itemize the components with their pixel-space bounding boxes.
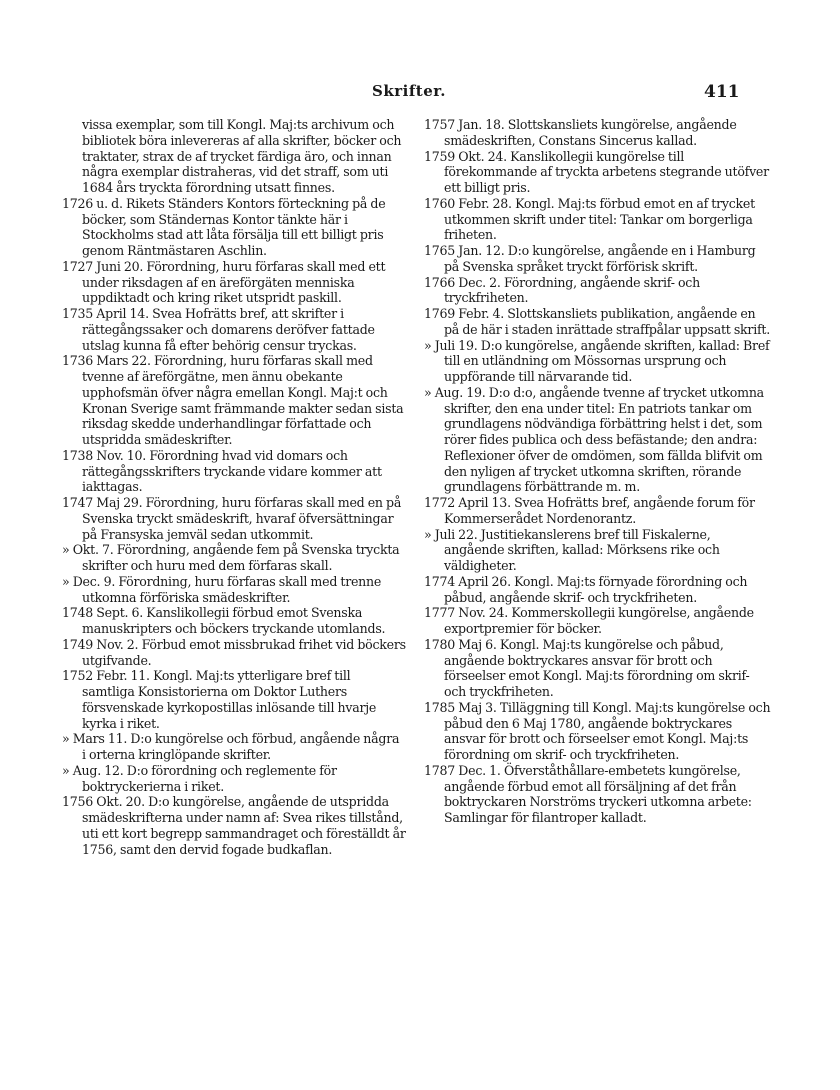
entry-text: Tilläggning till Kongl. Maj:ts kungörelse och påbud den 6 Maj 1780, angående boktryckares ansvar för brott och förseelser emot Kongl. Maj:ts förordning om skrif- och tryckfriheten. [444,699,771,762]
register-entry [424,275,772,307]
entry-date: 1785 Maj 3. [424,699,497,715]
entry-date: 1774 April 26. [424,573,511,589]
entry-text: D:o kungörelse, angående skriften, kallad: Bref till en utländning om Mössornas ursprung och uppförande till närvarande tid. [444,337,770,384]
register-entry [424,385,772,495]
register-entry [424,495,772,527]
entry-date: 1765 Jan. 12. [424,243,505,258]
entry-date: 1735 April 14. [62,306,149,321]
page-number: 411 [704,82,740,102]
entry-text: Förbud emot missbrukad frihet vid böckers utgifvande. [82,636,406,668]
entry-text: Förordning, angående skrif- och tryckfriheten. [444,274,700,306]
entry-date: » Mars 11. [62,731,128,747]
register-entry [424,574,772,606]
right-column [424,117,772,826]
entry-date: » Okt. 7. [62,542,114,558]
entry-date: » Aug. 12. [62,762,124,778]
entry-date: 1777 Nov. 24. [424,605,509,621]
entry-date: 1769 Febr. 4. [424,306,505,321]
register-entry [62,574,406,606]
register-entry [424,196,772,243]
entry-text: Förordning, huru förfaras skall med trenne utkomna förföriska smädeskrifter. [82,573,382,605]
register-entry [62,448,406,495]
register-entry [62,196,406,259]
entry-date: 1727 Juni 20. [62,258,144,274]
entry-date: 1772 April 13. [424,495,511,510]
register-entry [62,542,406,574]
entry-date: 1756 Okt. 20. [62,794,145,810]
entry-text: Förordning, huru förfaras skall med en på Svenska tryckt smädeskrift, hvaraf öfversättningar på Fransyska jemväl sedan utkommit. [82,495,402,542]
entry-text: Rikets Ständers Kontors förteckning på de böcker, som Ständernas Kontor tänkte här i Stockholms stad att låta försälja till ett billigt pris genom Räntmästaren Aschlin. [82,195,386,258]
register-entry [424,338,772,385]
register-entry [62,605,406,637]
entry-date: 1736 Mars 22. [62,353,151,369]
entry-text: Kommerskollegii kungörelse, angående exportpremier för böcker. [444,605,754,636]
entry-text: D:o förordning och reglemente för boktryckerierna i riket. [82,762,337,794]
register-entry [62,495,406,542]
entry-date: 1752 Febr. 11. [62,668,150,684]
register-entry [424,527,772,574]
entry-date: 1780 Maj 6. [424,636,497,652]
entry-date: 1747 Maj 29. [62,495,143,510]
entry-text: vissa exemplar, som till Kongl. Maj:ts archivum och bibliotek böra inlevereras af alla skrifter, böcker och traktater, strax de af trycket färdiga äro, och innan några exemplar distraheras, vid det straff, som uti 1684 års tryckta förordning utsatt finnes. [82,117,402,195]
running-head [0,82,840,106]
left-column [62,117,406,857]
register-entry [424,306,772,338]
register-entry [424,149,772,196]
entry-date: 1749 Nov. 2. [62,636,139,652]
register-entry [62,668,406,731]
entry-text: Slottskansliets kungörelse, angående smädeskriften, Constans Sincerus kallad. [444,117,737,148]
entry-date: 1766 Dec. 2. [424,274,501,290]
entry-text: Förordning hvad vid domars och rättegångsskrifters tryckande vidare kommer att iakttagas. [82,447,382,495]
entry-text: Kanslikollegii förbud emot Svenska manuskripters och böckers tryckande utomlands. [82,605,386,636]
entry-date: 1748 Sept. 6. [62,605,144,621]
register-entry [62,259,406,306]
entry-text: Förordning, huru förfaras skall med ett under riksdagen af en äreförgäten menniska uppdiktadt och kring riket utspridt paskill. [82,258,386,306]
entry-text: Svea Hofrätts bref, angående forum för Kommerserådet Nordenorantz. [444,495,755,526]
entry-text: Kongl. Maj:ts kungörelse och påbud, angående boktryckares ansvar för brott och förseelser emot Kongl. Maj:ts förordning om skrif- och tryckfriheten. [444,636,750,699]
entry-text: Justitiekanslerens bref till Fiskalerne, angående skriften, kallad: Mörksens rike och väldigheter. [444,526,720,573]
entry-text: Förordning, huru förfaras skall med tvenne af äreförgätne, men ännu obekante upphofsmän öfver några emellan Kongl. Maj:t och Kronan Sverige samt främmande makter sedan sista riksdag skedde underhandlingar författade och utspridda smädeskrifter. [82,353,404,447]
register-entry [62,763,406,795]
entry-date: 1759 Okt. 24. [424,148,507,164]
entry-text: D:o kungörelse och förbud, angående några i orterna kringlöpande skrifter. [82,731,400,762]
entry-date: 1757 Jan. 18. [424,117,505,132]
register-entry [62,353,406,448]
entry-date: 1738 Nov. 10. [62,447,147,463]
register-entry [424,605,772,637]
entry-text: Öfverståthållare-embetets kungörelse, angående förbud emot all försäljning af det från boktryckaren Norströms tryckeri utkomna arbete: Samlingar för filantroper kalladt. [444,762,752,825]
entry-date: 1726 u. d. [62,195,123,211]
register-entry [424,117,772,149]
entry-date: » Juli 22. [424,526,478,542]
register-entry [62,794,406,857]
entry-date: » Juli 19. [424,337,478,353]
entry-date: » Dec. 9. [62,573,116,589]
register-entry [424,763,772,826]
entry-text: Slottskansliets publikation, angående en på de här i staden inrättade straffpålar uppsatt skrift. [444,306,770,337]
register-entry [62,306,406,353]
entry-text: D:o kungörelse, angående en i Hamburg på Svenska språket tryckt förförisk skrift. [444,243,756,274]
entry-date: 1787 Dec. 1. [424,762,501,778]
entry-text: Kongl. Maj:ts ytterligare bref till samtliga Konsistorierna om Doktor Luthers försvenskade kyrkopostillas inlösande till hvarje kyrka i riket. [82,668,377,731]
entry-text: Kanslikollegii kungörelse till förekommande af tryckta arbetens stegrande utöfver ett billigt pris. [444,148,769,195]
register-entry [62,117,406,196]
entry-text: D:o d:o, angående tvenne af trycket utkomna skrifter, den ena under titel: En patriots tankar om grundlagens nödvändiga förbättring helst i det, som rörer fides publica och dess befästande; den andra: Reflexioner öfver de omdömen, som fällda blifvit om den nyligen af trycket utkomna skriften, rörande grundlagens förbättrande m. m. [444,384,764,495]
entry-date: » Aug. 19. [424,384,486,400]
entry-text: D:o kungörelse, angående de utspridda smädeskrifterna under namn af: Svea rikes tillstånd, uti ett kort begrepp sammandraget och föreställdt år 1756, samt den dervid fogade budkaflan. [82,794,406,857]
register-entry [62,731,406,763]
entry-text: Kongl. Maj:ts förbud emot en af trycket utkommen skrift under titel: Tankar om borgerliga friheten. [444,195,755,243]
entry-text: Svea Hofrätts bref, att skrifter i rättegångssaker och domarens deröfver fattade utslag kunna få efter behörig censur tryckas. [82,306,375,353]
page-title: Skrifter. [372,82,446,100]
entry-date: 1760 Febr. 28. [424,195,512,211]
entry-text: Kongl. Maj:ts förnyade förordning och påbud, angående skrif- och tryckfriheten. [444,573,748,605]
register-entry [424,243,772,275]
register-entry [424,637,772,700]
register-entry [62,637,406,669]
entry-text: Förordning, angående fem på Svenska tryckta skrifter och huru med dem förfaras skall. [82,542,400,573]
register-entry [424,700,772,763]
